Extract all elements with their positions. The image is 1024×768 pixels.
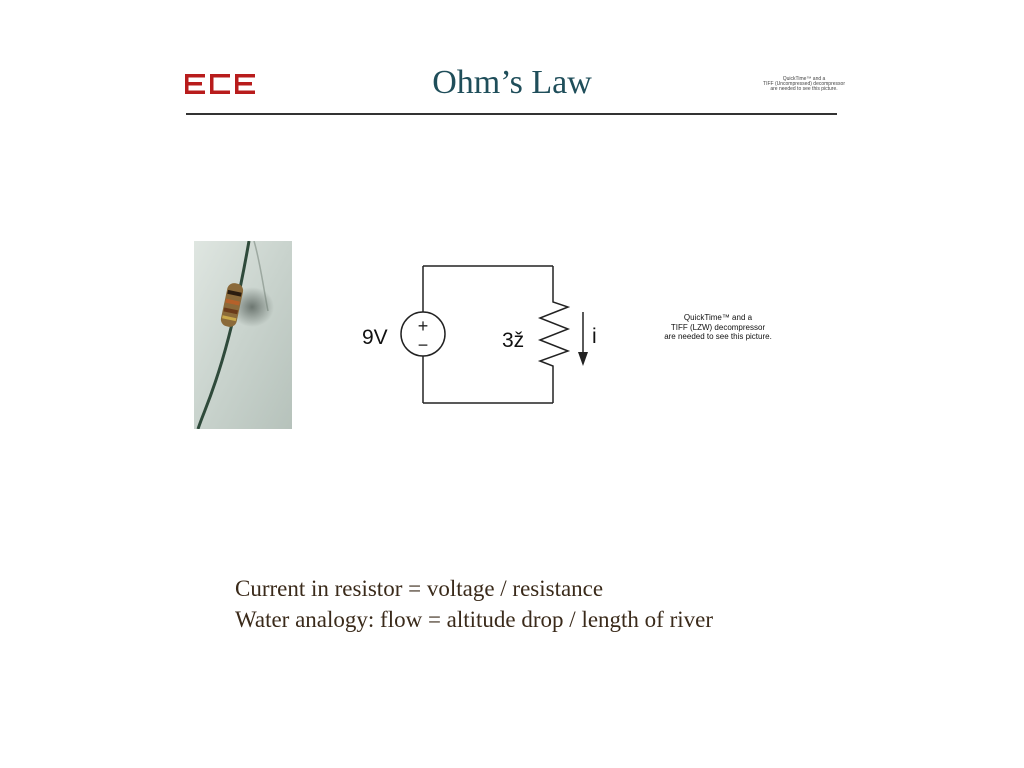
body-line-1: Current in resistor = voltage / resistance bbox=[235, 576, 604, 601]
resistor-label: 3ž bbox=[502, 329, 525, 352]
quicktime-line: TIFF (Uncompressed) decompressor bbox=[763, 81, 845, 87]
source-voltage-label: 9V bbox=[362, 326, 388, 349]
body-text bbox=[235, 573, 713, 635]
plus-sign: + bbox=[417, 316, 429, 336]
quicktime-line: QuickTime™ and a bbox=[782, 76, 826, 82]
quicktime-line: QuickTime™ and a bbox=[683, 313, 753, 322]
quicktime-placeholder-small bbox=[740, 77, 868, 92]
body-line-2: Water analogy: flow = altitude drop / length of river bbox=[235, 607, 714, 632]
resistor bbox=[540, 266, 568, 403]
quicktime-placeholder bbox=[648, 313, 788, 342]
current-arrow-head bbox=[578, 352, 588, 366]
slide-title: Ohm’s Law bbox=[432, 64, 592, 101]
quicktime-line: TIFF (LZW) decompressor bbox=[670, 322, 766, 332]
minus-sign: − bbox=[417, 335, 429, 355]
current-label: i bbox=[592, 325, 597, 348]
quicktime-line: are needed to see this picture. bbox=[664, 332, 772, 341]
resistor-photo bbox=[194, 241, 292, 429]
quicktime-line: are needed to see this picture. bbox=[770, 86, 838, 92]
header-divider bbox=[186, 113, 837, 115]
